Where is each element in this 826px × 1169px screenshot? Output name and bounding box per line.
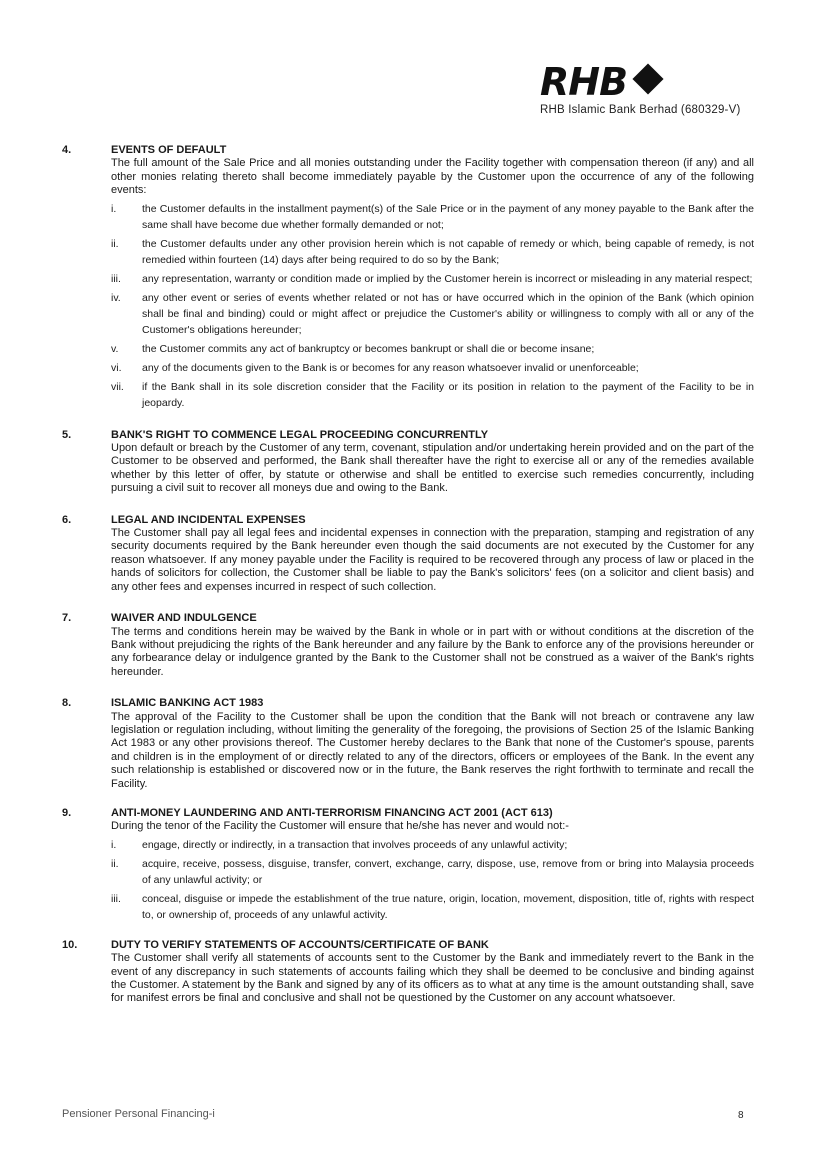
clause-number: 10.: [62, 938, 78, 951]
list-item: [111, 856, 754, 888]
clause-paragraph: Upon default or breach by the Customer of any term, covenant, stipulation and/or undertaking herein provided and on the part of the Customer to be observed and performed, the Bank shall thereafter have the right to exercise all or any of the remedies available whether by this letter of offer, by statute or otherwise and shall be entitled to exercise such remedies concurrently, including pursuing a civil suit to recover all moneys due and owing to the Bank.: [111, 442, 754, 495]
list-item: [111, 360, 754, 376]
list-item: [111, 201, 754, 233]
diamond-icon: [632, 63, 663, 94]
clause-paragraph: The full amount of the Sale Price and all monies outstanding under the Facility together with compensation thereon (if any) and all other monies relating thereto shall become immediately payable by the Customer upon the occurrence of any of the following events:: [111, 157, 754, 197]
list-item-text: if the Bank shall in its sole discretion consider that the Facility or its position in relation to the payment of the Facility to be in jeopardy.: [142, 380, 754, 409]
list-item: [111, 290, 754, 338]
clause-number: 7.: [62, 612, 72, 625]
list-item-numeral: v.: [111, 342, 119, 355]
list-item-numeral: iii.: [111, 272, 121, 285]
clause-body: [111, 144, 754, 411]
clause-body: [111, 939, 754, 1006]
bank-logo: [540, 62, 754, 116]
list-item-numeral: i.: [111, 202, 117, 215]
clause-section: [62, 939, 754, 1006]
clause-section: [62, 612, 754, 679]
bank-name: RHB Islamic Bank Berhad (680329-V): [540, 104, 741, 116]
clause-heading: ANTI-MONEY LAUNDERING AND ANTI-TERRORISM FINANCING ACT 2001 (ACT 613): [111, 806, 553, 819]
list-item: [111, 837, 754, 853]
list-item: [111, 341, 754, 357]
page-number: 8: [738, 1110, 744, 1121]
list-item-text: any representation, warranty or condition made or implied by the Customer herein is incorrect or misleading in any material respect;: [142, 272, 753, 285]
clause-number: 8.: [62, 697, 72, 710]
clause-heading: EVENTS OF DEFAULT: [111, 144, 227, 156]
clause-body: [111, 807, 754, 923]
list-item-numeral: iv.: [111, 291, 121, 304]
list-item-numeral: vi.: [111, 361, 122, 374]
list-item-numeral: vii.: [111, 380, 124, 393]
clause-body: [111, 429, 754, 496]
clause-heading: LEGAL AND INCIDENTAL EXPENSES: [111, 513, 306, 526]
list-item-numeral: i.: [111, 838, 117, 851]
clause-number: 6.: [62, 513, 72, 526]
list-item-text: the Customer defaults in the installment payment(s) of the Sale Price or in the payment of any money payable to the Bank after the same shall have become due whether formally demanded or not;: [142, 202, 754, 231]
clause-number: 4.: [62, 144, 72, 156]
list-item-text: any of the documents given to the Bank is or becomes for any reason whatsoever invalid or unenforceable;: [142, 361, 639, 374]
clause-paragraph: The Customer shall pay all legal fees and incidental expenses in connection with the preparation, stamping and registration of any security documents required by the Bank hereunder even though the said documents are not executed by the Customer for any reason whatsoever. If any money payable under the Facility is required to be recovered through any process of law or placed in the hands of solicitors for collection, the Customer shall be liable to pay the Bank's solicitors' fees (on a solicitor and client basis) and any other fees and expenses incurred in respect of such collection.: [111, 527, 754, 593]
clause-item-list: [111, 837, 754, 923]
clause-number: 5.: [62, 428, 72, 441]
footer-product-name: Pensioner Personal Financing-i: [62, 1108, 215, 1120]
clause-section: [62, 697, 754, 791]
document-body: [62, 144, 754, 1006]
list-item-numeral: ii.: [111, 857, 119, 870]
clause-section: [62, 807, 754, 923]
list-item: [111, 271, 754, 287]
clause-body: [111, 697, 754, 791]
clause-number: 9.: [62, 806, 72, 819]
list-item-text: the Customer commits any act of bankruptcy or becomes bankrupt or shall die or become insane;: [142, 342, 595, 355]
logo-row: [540, 62, 754, 102]
clause-paragraph: The Customer shall verify all statements of accounts sent to the Customer by the Bank and immediately revert to the Bank in the event of any discrepancy in such statements of accounts failing which they shall be deemed to be conclusive and binding against the Customer. A statement by the Bank and signed by any of its officers as to what at any time is the amount outstanding shall, save for manifest errors be final and conclusive and shall not be questioned by the Customer on any account whatsoever.: [111, 952, 754, 1005]
clause-heading: WAIVER AND INDULGENCE: [111, 612, 257, 625]
clause-heading: BANK'S RIGHT TO COMMENCE LEGAL PROCEEDING CONCURRENTLY: [111, 428, 489, 441]
list-item: [111, 236, 754, 268]
clause-paragraph: The approval of the Facility to the Customer shall be upon the condition that the Bank will not breach or contravene any law legislation or regulation including, without limiting the generality of the foregoing, the provisions of Section 25 of the Islamic Banking Act 1983 or any other provisions thereof. The Customer hereby declares to the Bank that none of the Customer's spouse, parents and children is in the employment of or directly related to any of the directors, officers or employees of the Bank. In the event any such relationship is established or discovered now or in the future, the Bank reserves the right forthwith to terminate and recall the Facility.: [111, 710, 754, 790]
clause-paragraph: During the tenor of the Facility the Customer will ensure that he/she has never and would not:-: [111, 820, 569, 833]
list-item-text: engage, directly or indirectly, in a transaction that involves proceeds of any unlawful activity;: [142, 838, 568, 851]
clause-paragraph: The terms and conditions herein may be waived by the Bank in whole or in part with or without conditions at the discretion of the Bank without prejudicing the rights of the Bank hereunder and any failure by the Bank to enforce any of the provisions hereunder or any forbearance delay or indulgence granted by the Bank to the Customer shall not be construed as a waiver of the Bank's rights hereunder.: [111, 625, 754, 678]
clause-item-list: [111, 201, 754, 411]
list-item-text: conceal, disguise or impede the establishment of the true nature, origin, location, movement, disposition, title of, rights with respect to, or ownership of, proceeds of any unlawful activity.: [142, 892, 754, 921]
list-item: [111, 379, 754, 411]
list-item-text: the Customer defaults under any other provision herein which is not capable of remedy or which, being capable of remedy, is not remedied within fourteen (14) days after being required to do so by the Bank;: [142, 237, 754, 266]
list-item-text: acquire, receive, possess, disguise, transfer, convert, exchange, carry, dispose, use, remove from or bring into Malaysia proceeds of any unlawful activity; or: [142, 857, 754, 886]
clause-section: [62, 144, 754, 411]
list-item-numeral: ii.: [111, 237, 119, 250]
clause-heading: ISLAMIC BANKING ACT 1983: [111, 697, 264, 710]
clause-heading: DUTY TO VERIFY STATEMENTS OF ACCOUNTS/CERTIFICATE OF BANK: [111, 938, 489, 951]
clause-body: [111, 612, 754, 679]
logo-wordmark: RHB: [540, 60, 628, 104]
clause-section: [62, 429, 754, 496]
list-item-numeral: iii.: [111, 892, 121, 905]
clause-section: [62, 514, 754, 594]
list-item-text: any other event or series of events whether related or not has or have occurred which in the opinion of the Bank (which opinion shall be final and binding) could or might affect or prejudice the Customer's ability or willingness to comply with all or any of the Customer's obligations hereunder;: [142, 291, 754, 336]
list-item: [111, 891, 754, 923]
clause-body: [111, 514, 754, 594]
